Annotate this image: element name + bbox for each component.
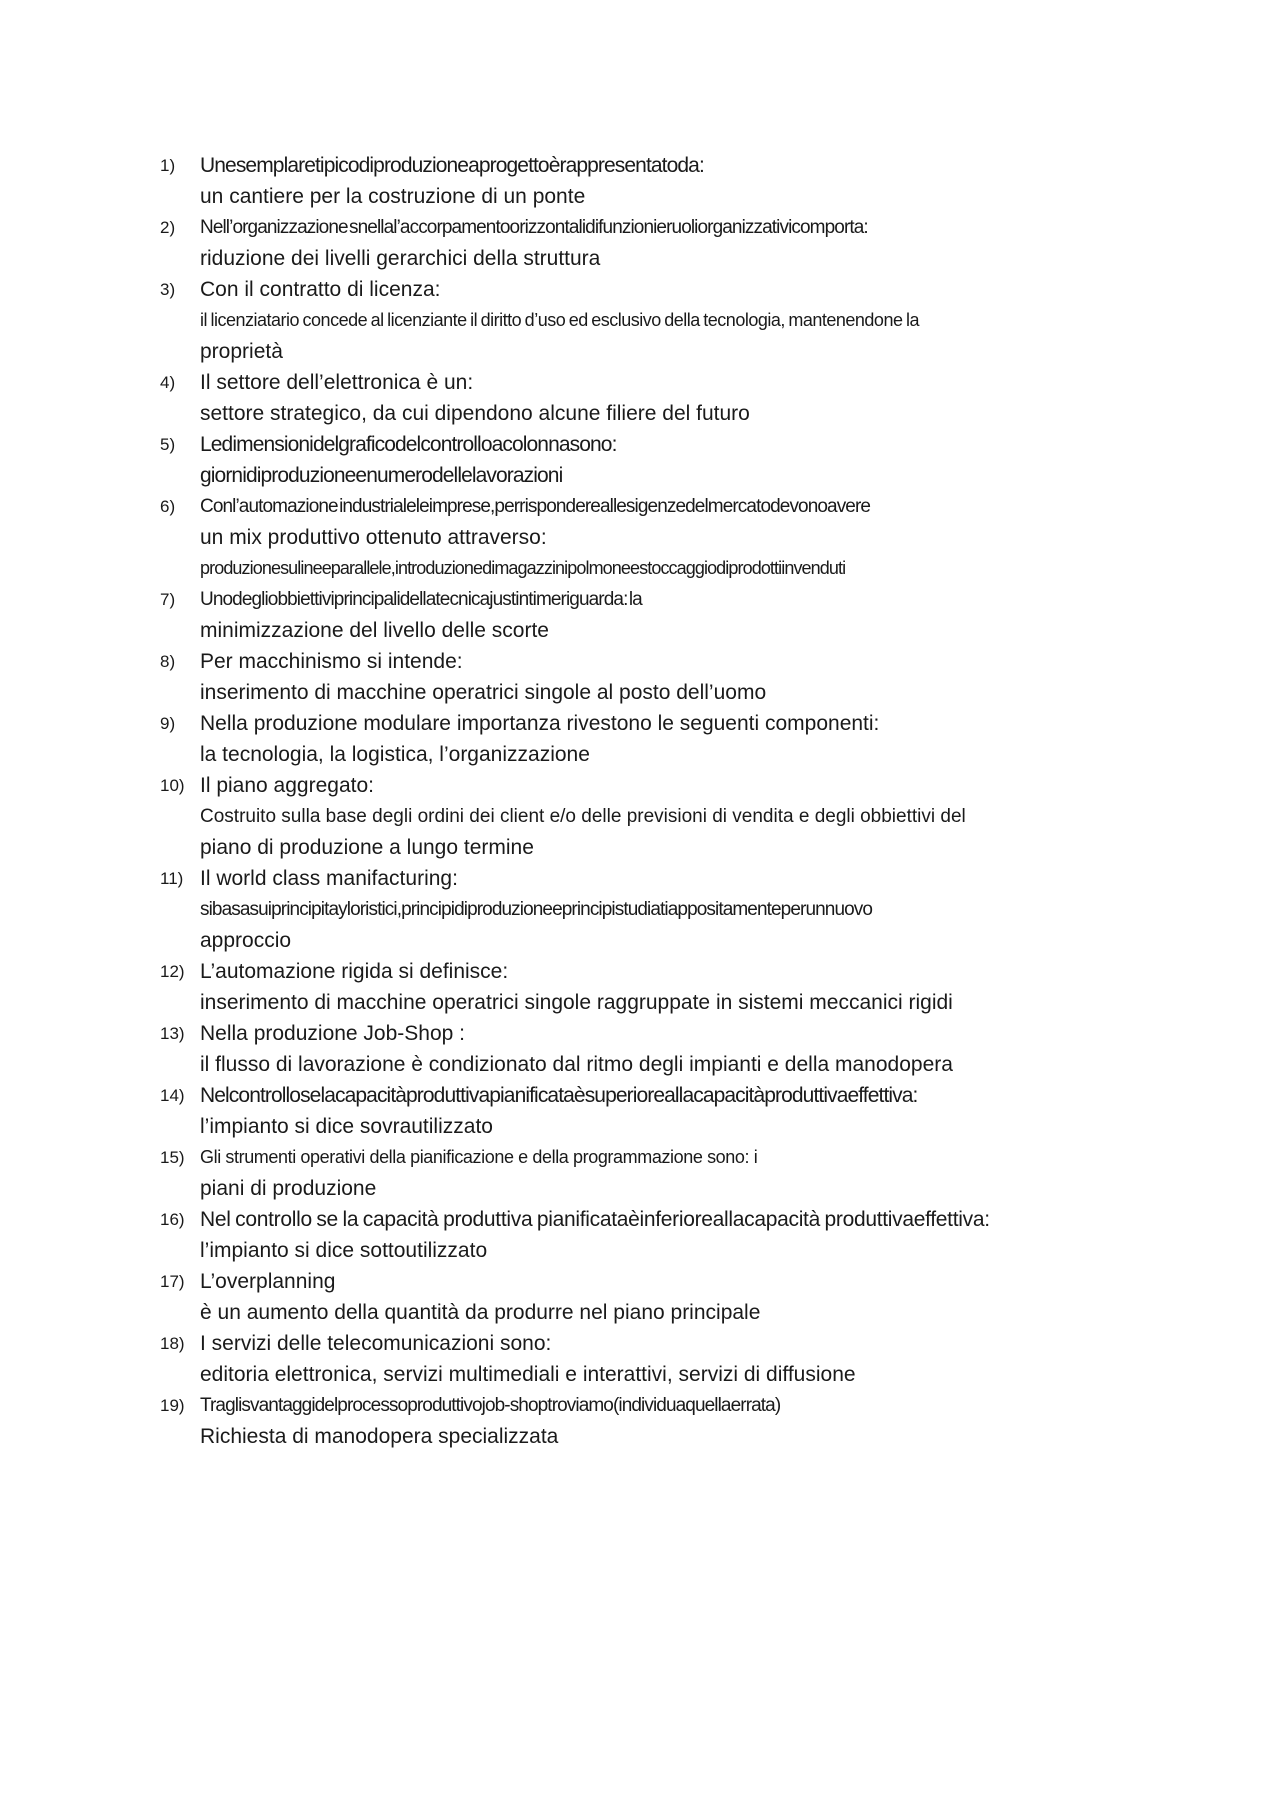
answer-text: proprietà xyxy=(200,340,283,363)
item-number: 7) xyxy=(160,590,176,609)
answer-text: il licenziatario concede al licenziante il diritto d’uso ed esclusivo della tecnologia, mantenendone la xyxy=(200,310,919,330)
answer-text: l’impianto si dice sottoutilizzato xyxy=(200,1239,488,1262)
answer-text: giornidiproduzioneenumerodellelavorazioni xyxy=(200,464,563,487)
list-item xyxy=(160,646,1160,708)
list-item xyxy=(160,770,1160,863)
question-text: Nel controllo se la capacità produttiva pianificataèinferioreallacapacità produttivaeffettiva: xyxy=(200,1208,990,1231)
question-text: Ledimensionidelgraficodelcontrolloacolonnasono: xyxy=(200,433,617,456)
list-item xyxy=(160,1390,1160,1452)
item-number: 13) xyxy=(160,1024,185,1043)
question-text: Con il contratto di licenza: xyxy=(200,278,441,301)
item-number: 19) xyxy=(160,1396,185,1415)
list-item xyxy=(160,1080,1160,1142)
item-number: 6) xyxy=(160,497,176,516)
question-text: Traglisvantaggidelprocessoproduttivojob-shoptroviamo(individuaquellaerrata) xyxy=(200,1395,781,1416)
question-text: Unodegliobbiettiviprincipalidellatecnicajustintimeriguarda: la xyxy=(200,589,642,610)
item-number: 12) xyxy=(160,962,185,981)
answer-text: riduzione dei livelli gerarchici della struttura xyxy=(200,247,601,270)
question-text: Nell’organizzazione snellal’accorpamentoorizzontalidifunzionieruoliorganizzativicomporta: xyxy=(200,217,868,238)
list-item xyxy=(160,429,1160,491)
item-number: 4) xyxy=(160,373,176,392)
answer-text: Richiesta di manodopera specializzata xyxy=(200,1425,559,1448)
list-item xyxy=(160,212,1160,274)
list-item xyxy=(160,1142,1160,1204)
list-item xyxy=(160,367,1160,429)
question-text: I servizi delle telecomunicazioni sono: xyxy=(200,1332,552,1355)
item-number: 5) xyxy=(160,435,176,454)
answer-text: produzionesulineeparallele,introduzionedimagazzinipolmoneestoccaggiodiprodottiinvenduti xyxy=(200,558,846,578)
list-item xyxy=(160,1018,1160,1080)
question-text: Nella produzione modulare importanza rivestono le seguenti componenti: xyxy=(200,712,880,735)
question-text: Unesemplaretipicodiproduzioneaprogettoèrappresentatoda: xyxy=(200,154,704,177)
question-text: L’automazione rigida si definisce: xyxy=(200,960,509,983)
item-number: 3) xyxy=(160,280,176,299)
answer-text: inserimento di macchine operatrici singole al posto dell’uomo xyxy=(200,681,767,704)
answer-text: approccio xyxy=(200,929,292,952)
list-item xyxy=(160,863,1160,956)
item-number: 8) xyxy=(160,652,176,671)
answer-text: sibasasuiprincipitayloristici,principidiproduzioneeprincipistudiatiappositamenteperunnuovo xyxy=(200,899,873,920)
item-number: 1) xyxy=(160,156,176,175)
item-number: 10) xyxy=(160,776,185,795)
answer-text: settore strategico, da cui dipendono alcune filiere del futuro xyxy=(200,402,750,425)
question-text: Nelcontrolloselacapacitàproduttivapianificataèsuperioreallacapacitàproduttivaeffettiva: xyxy=(200,1084,918,1107)
answer-text: è un aumento della quantità da produrre nel piano principale xyxy=(200,1301,761,1324)
question-text: Nella produzione Job-Shop : xyxy=(200,1022,466,1045)
list-item xyxy=(160,584,1160,646)
answer-text: piani di produzione xyxy=(200,1177,377,1200)
question-text: Il piano aggregato: xyxy=(200,774,374,797)
question-text: Conl’automazione industrialeleimprese,perrispondereallesigenzedelmercatodevonoavere xyxy=(200,496,871,517)
list-item xyxy=(160,1266,1160,1328)
question-list xyxy=(160,150,1160,1452)
item-number: 16) xyxy=(160,1210,185,1229)
question-text: Il settore dell’elettronica è un: xyxy=(200,371,474,394)
item-number: 11) xyxy=(160,869,184,888)
list-item xyxy=(160,274,1160,367)
answer-text: l’impianto si dice sovrautilizzato xyxy=(200,1115,493,1138)
list-item xyxy=(160,1328,1160,1390)
item-number: 17) xyxy=(160,1272,185,1291)
item-number: 14) xyxy=(160,1086,185,1105)
answer-text: editoria elettronica, servizi multimediali e interattivi, servizi di diffusione xyxy=(200,1363,856,1386)
list-item xyxy=(160,491,1160,584)
question-text: Gli strumenti operativi della pianificazione e della programmazione sono: i xyxy=(200,1147,758,1167)
item-number: 18) xyxy=(160,1334,185,1353)
item-number: 2) xyxy=(160,218,176,237)
answer-text: Costruito sulla base degli ordini dei client e/o delle previsioni di vendita e degli obbiettivi del xyxy=(200,806,966,827)
answer-text: la tecnologia, la logistica, l’organizzazione xyxy=(200,743,590,766)
list-item xyxy=(160,956,1160,1018)
list-item xyxy=(160,150,1160,212)
question-text: Per macchinismo si intende: xyxy=(200,650,463,673)
answer-text: un cantiere per la costruzione di un ponte xyxy=(200,185,586,208)
question-text: L’overplanning xyxy=(200,1270,336,1293)
answer-text: minimizzazione del livello delle scorte xyxy=(200,619,549,642)
list-item xyxy=(160,708,1160,770)
question-text-continued: un mix produttivo ottenuto attraverso: xyxy=(200,526,547,549)
item-number: 9) xyxy=(160,714,176,733)
answer-text: il flusso di lavorazione è condizionato dal ritmo degli impianti e della manodopera xyxy=(200,1053,953,1076)
question-text: Il world class manifacturing: xyxy=(200,867,458,890)
answer-text: inserimento di macchine operatrici singole raggruppate in sistemi meccanici rigidi xyxy=(200,991,953,1014)
item-number: 15) xyxy=(160,1148,185,1167)
answer-text: piano di produzione a lungo termine xyxy=(200,836,534,859)
list-item xyxy=(160,1204,1160,1266)
